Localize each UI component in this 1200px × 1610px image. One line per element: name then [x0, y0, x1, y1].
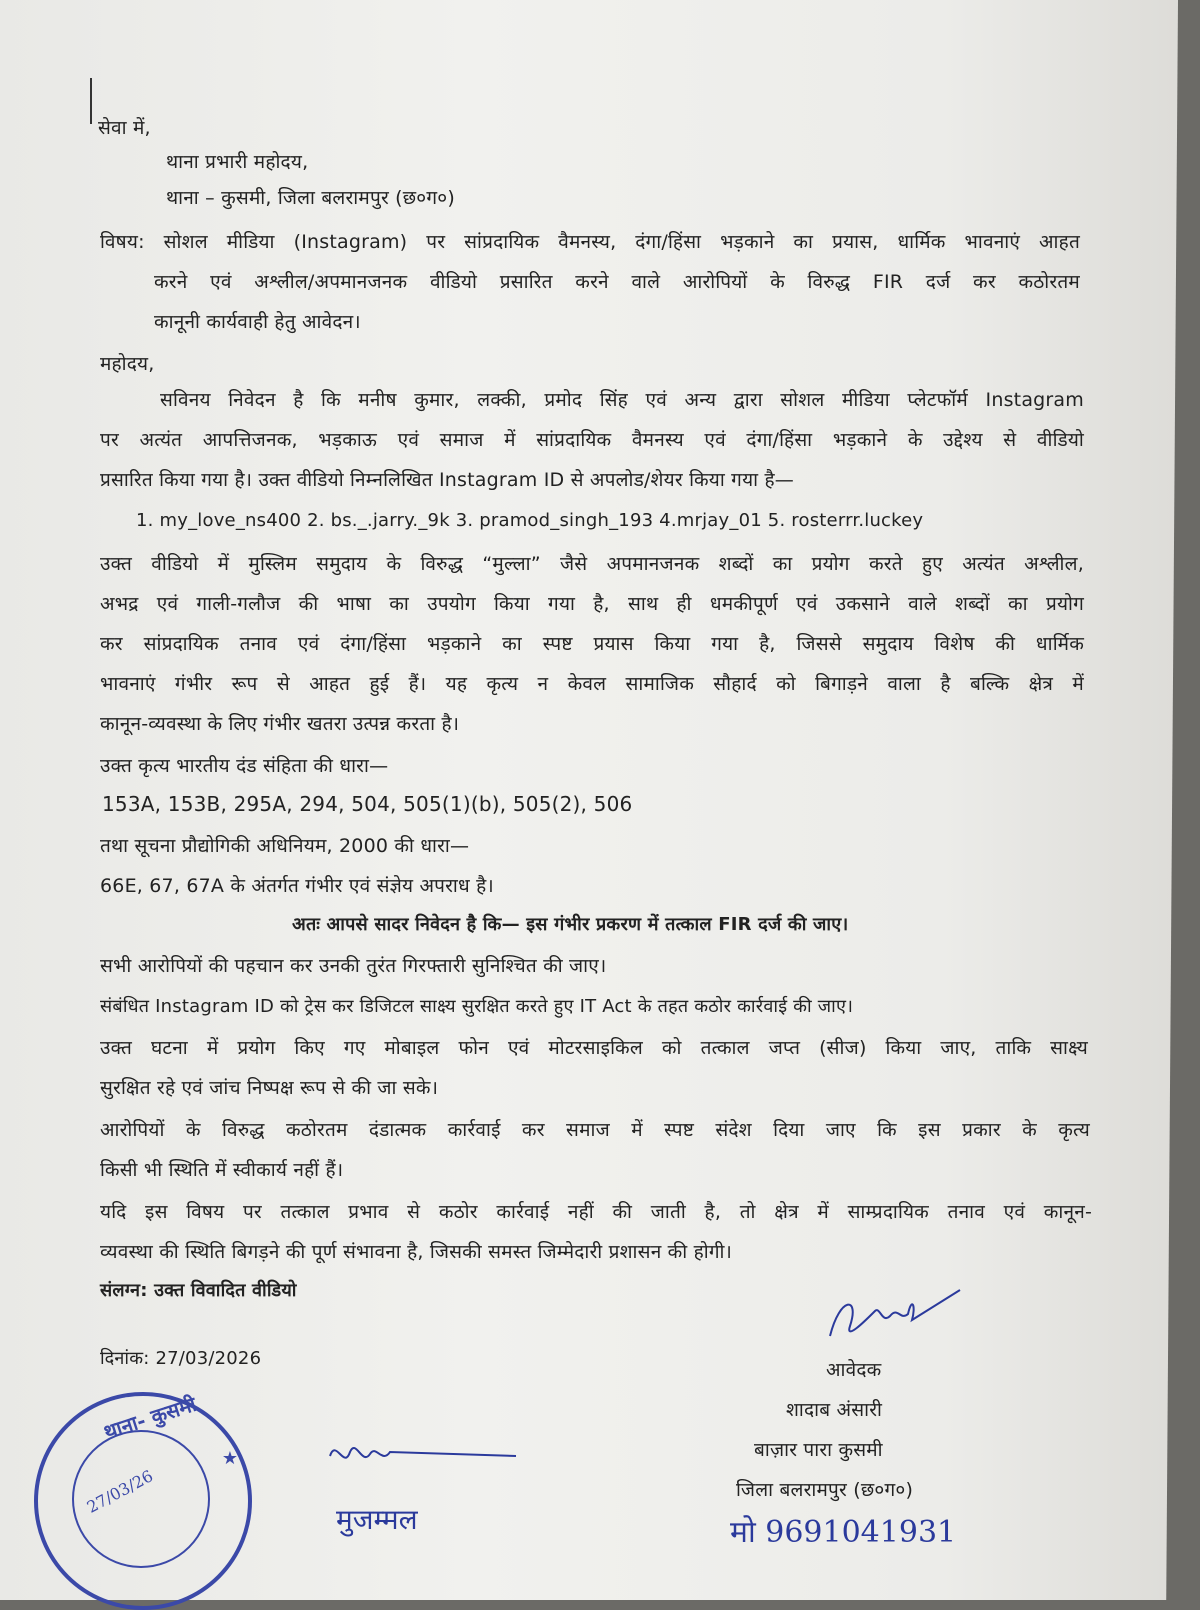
greeting: महोदय,: [100, 353, 155, 375]
law-line-3: तथा सूचना प्रौद्योगिकी अधिनियम, 2000 की धारा—: [100, 835, 470, 857]
applicant-address-1: बाज़ार पारा कुसमी: [754, 1439, 883, 1461]
para2-line-5: कानून-व्यवस्था के लिए गंभीर खतरा उत्पन्न करता है।: [100, 713, 460, 735]
witness-signature: [326, 1436, 526, 1476]
request-3-cont: सुरक्षित रहे एवं जांच निष्पक्ष रूप से की जा सके।: [100, 1077, 439, 1099]
recipient: थाना प्रभारी महोदय,: [166, 151, 309, 173]
law-ipc-sections: 153A, 153B, 295A, 294, 504, 505(1)(b), 505(2), 506: [102, 792, 633, 816]
applicant-label: आवेदक: [826, 1359, 882, 1381]
date-line: दिनांक: 27/03/2026: [100, 1348, 262, 1369]
subject-line-2: करने एवं अश्लील/अपमानजनक वीडियो प्रसारित करने वाले आरोपियों के विरुद्ध FIR दर्ज कर कठोरतम: [154, 271, 1080, 293]
para2-line-4: भावनाएं गंभीर रूप से आहत हुई हैं। यह कृत्य न केवल सामाजिक सौहार्द को बिगाड़ने वाला है बल्कि क्षेत्र में: [100, 673, 1084, 695]
para1-line-3: प्रसारित किया गया है। उक्त वीडियो निम्नलिखित Instagram ID से अपलोड/शेयर किया गया है—: [100, 469, 794, 491]
attachment: संलग्न: उक्त विवादित वीडियो: [100, 1280, 297, 1301]
subject-line-3: कानूनी कार्यवाही हेतु आवेदन।: [154, 311, 361, 333]
para2-line-2: अभद्र एवं गाली-गलौज की भाषा का उपयोग किया गया है, साथ ही धमकीपूर्ण एवं उकसाने वाले शब्दों का प्रयोग: [100, 593, 1084, 615]
applicant-phone: मो 9691041931: [730, 1515, 957, 1550]
request-heading: अतः आपसे सादर निवेदन है कि— इस गंभीर प्रकरण में तत्काल FIR दर्ज की जाए।: [292, 914, 849, 935]
para1-line-2: पर अत्यंत आपत्तिजनक, भड़काऊ एवं समाज में सांप्रदायिक वैमनस्य एवं दंगा/हिंसा भड़काने के उद्देश्य से वीडियो: [100, 429, 1084, 451]
police-station-seal: [34, 1392, 252, 1610]
applicant-address-2: जिला बलरामपुर (छ०ग०): [736, 1479, 914, 1501]
request-4: आरोपियों के विरुद्ध कठोरतम दंडात्मक कार्रवाई कर समाज में स्पष्ट संदेश दिया जाए कि इस प्रकार के कृत्य: [100, 1119, 1090, 1141]
request-5: यदि इस विषय पर तत्काल प्रभाव से कठोर कार्रवाई नहीं की जाती है, तो क्षेत्र में साम्प्रदायिक तनाव एवं कानून-: [100, 1201, 1092, 1223]
applicant-signature: [820, 1276, 970, 1356]
request-2: संबंधित Instagram ID को ट्रेस कर डिजिटल साक्ष्य सुरक्षित करते हुए IT Act के तहत कठोर कार्रवाई की जाए।: [100, 996, 854, 1017]
subject-line-1: विषय: सोशल मीडिया (Instagram) पर सांप्रदायिक वैमनस्य, दंगा/हिंसा भड़काने का प्रयास, धार्मिक भावनाएं आहत: [100, 231, 1080, 253]
instagram-id-list: 1. my_love_ns400 2. bs._.jarry._9k 3. pramod_singh_193 4.mrjay_01 5. rosterrr.luckey: [136, 510, 924, 531]
para2-line-3: कर सांप्रदायिक तनाव एवं दंगा/हिंसा भड़काने का स्पष्ट प्रयास किया गया है, जिससे समुदाय विशेष की धार्मिक: [100, 633, 1084, 655]
law-line-1: उक्त कृत्य भारतीय दंड संहिता की धारा—: [100, 755, 389, 777]
salutation-to: सेवा में,: [98, 117, 151, 139]
seal-star-icon: ★: [221, 1448, 238, 1469]
request-3: उक्त घटना में प्रयोग किए गए मोबाइल फोन एवं मोटरसाइकिल को तत्काल जप्त (सीज) किया जाए, ताकि साक्ष्य: [100, 1037, 1088, 1059]
witness-name-handwritten: मुजम्मल: [336, 1503, 418, 1536]
para2-line-1: उक्त वीडियो में मुस्लिम समुदाय के विरुद्ध “मुल्ला” जैसे अपमानजनक शब्दों का प्रयोग करते हुए अत्यंत अश्लील,: [100, 553, 1084, 575]
request-5-cont: व्यवस्था की स्थिति बिगड़ने की पूर्ण संभावना है, जिसकी समस्त जिम्मेदारी प्रशासन की होगी।: [100, 1241, 733, 1263]
margin-mark: [90, 78, 92, 124]
request-4-cont: किसी भी स्थिति में स्वीकार्य नहीं हैं।: [100, 1159, 344, 1181]
law-it-sections: 66E, 67, 67A के अंतर्गत गंभीर एवं संज्ञेय अपराध है।: [100, 875, 494, 897]
request-1: सभी आरोपियों की पहचान कर उनकी तुरंत गिरफ्तारी सुनिश्चित की जाए।: [100, 955, 607, 977]
applicant-name: शादाब अंसारी: [786, 1399, 883, 1421]
seal-station-text: थाना- कुसमी: [100, 1391, 200, 1445]
station-line: थाना – कुसमी, जिला बलरामपुर (छ०ग०): [166, 187, 455, 209]
seal-handwritten-date: 27/03/26: [83, 1466, 157, 1517]
para1-line-1: सविनय निवेदन है कि मनीष कुमार, लक्की, प्रमोद सिंह एवं अन्य द्वारा सोशल मीडिया प्लेटफॉर्म Instagram: [160, 389, 1084, 411]
